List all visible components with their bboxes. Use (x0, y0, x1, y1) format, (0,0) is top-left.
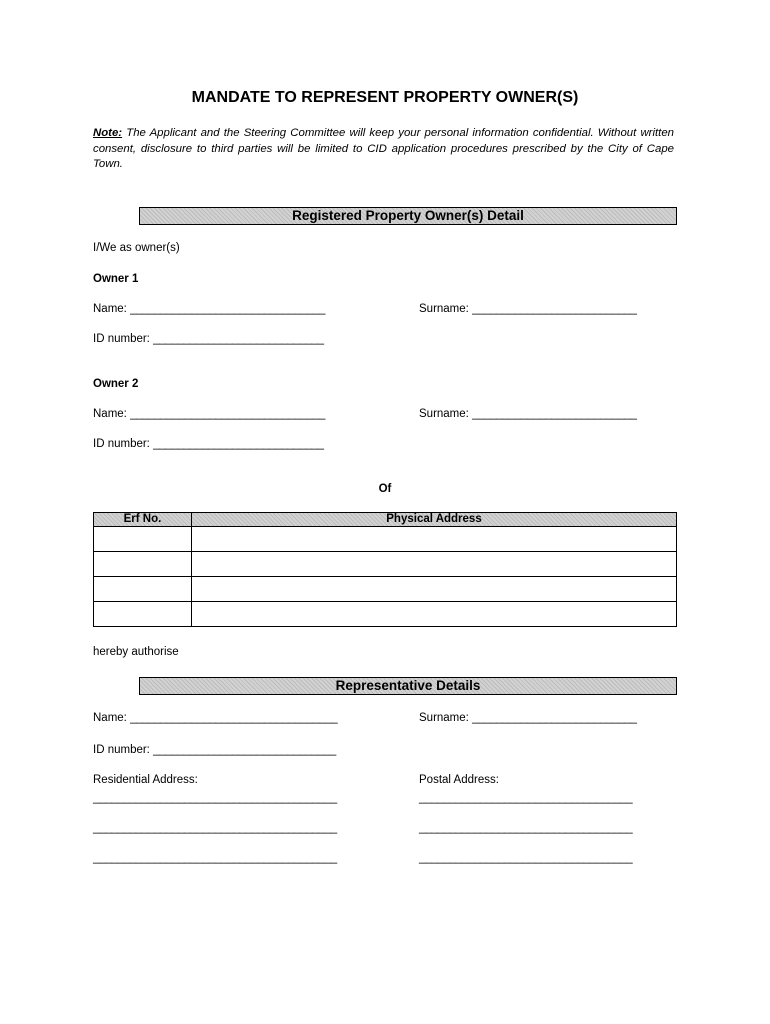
erf-no-cell[interactable] (94, 577, 192, 602)
physical-address-cell[interactable] (192, 552, 677, 577)
owner1-name-field[interactable] (93, 303, 325, 315)
postal-address-label: Postal Address: (419, 774, 499, 786)
rep-name-field[interactable] (93, 712, 337, 724)
owner1-id-field[interactable] (93, 333, 324, 345)
authorise-text: hereby authorise (93, 646, 179, 658)
residential-address-line-1[interactable]: ________________________________________ (93, 792, 337, 804)
owner2-id-field[interactable] (93, 438, 324, 450)
note-text: The Applicant and the Steering Committee will keep your personal information confidential. Without written consent, disclosure to third parties will be limited to CID application procedures prescribed by the City of Cape Town. (93, 127, 674, 170)
owner1-label: Owner 1 (93, 273, 139, 285)
erf-no-cell[interactable] (94, 552, 192, 577)
residential-address-line-2[interactable]: ________________________________________ (93, 822, 337, 834)
owner1-name-line: ________________________________ (130, 303, 326, 315)
erf-no-cell[interactable] (94, 602, 192, 627)
rep-surname-label: Surname: (419, 712, 469, 724)
table-row (94, 527, 677, 552)
owner2-name-label: Name: (93, 408, 127, 420)
page-title: MANDATE TO REPRESENT PROPERTY OWNER(S) (191, 89, 579, 106)
owner1-name-label: Name: (93, 303, 127, 315)
confidentiality-note (93, 126, 674, 173)
erf-address-table (93, 512, 677, 627)
residential-address-line-3[interactable]: ________________________________________ (93, 852, 337, 864)
physical-address-cell[interactable] (192, 527, 677, 552)
rep-id-field[interactable] (93, 744, 336, 756)
owners-intro: I/We as owner(s) (93, 242, 180, 254)
owner2-surname-line: ___________________________ (472, 408, 637, 420)
table-row (94, 577, 677, 602)
erf-no-cell[interactable] (94, 527, 192, 552)
owner1-id-label: ID number: (93, 333, 150, 345)
rep-id-label: ID number: (93, 744, 150, 756)
rep-surname-line: ___________________________ (472, 712, 637, 724)
rep-id-line: ______________________________ (153, 744, 336, 756)
owner1-id-line: ____________________________ (153, 333, 324, 345)
residential-address-label: Residential Address: (93, 774, 198, 786)
physical-address-cell[interactable] (192, 577, 677, 602)
owner2-id-line: ____________________________ (153, 438, 324, 450)
postal-address-line-3[interactable]: ___________________________________ (419, 852, 633, 864)
erf-no-header: Erf No. (94, 513, 192, 527)
owner2-name-line: ________________________________ (130, 408, 326, 420)
owner2-name-field[interactable] (93, 408, 325, 420)
owner2-surname-field[interactable] (419, 408, 637, 420)
table-header-row (94, 513, 677, 527)
table-row (94, 552, 677, 577)
owner1-surname-label: Surname: (419, 303, 469, 315)
owner2-surname-label: Surname: (419, 408, 469, 420)
representative-section-heading: Representative Details (139, 677, 677, 695)
rep-name-line: __________________________________ (130, 712, 338, 724)
rep-name-label: Name: (93, 712, 127, 724)
owner2-label: Owner 2 (93, 378, 139, 390)
table-row (94, 602, 677, 627)
physical-address-cell[interactable] (192, 602, 677, 627)
of-label: Of (378, 483, 392, 495)
owners-section-heading: Registered Property Owner(s) Detail (139, 207, 677, 225)
postal-address-line-1[interactable]: ___________________________________ (419, 792, 633, 804)
owner1-surname-field[interactable] (419, 303, 637, 315)
note-label: Note: (93, 127, 123, 139)
owner2-id-label: ID number: (93, 438, 150, 450)
rep-surname-field[interactable] (419, 712, 637, 724)
postal-address-line-2[interactable]: ___________________________________ (419, 822, 633, 834)
physical-address-header: Physical Address (192, 513, 677, 527)
owner1-surname-line: ___________________________ (472, 303, 637, 315)
